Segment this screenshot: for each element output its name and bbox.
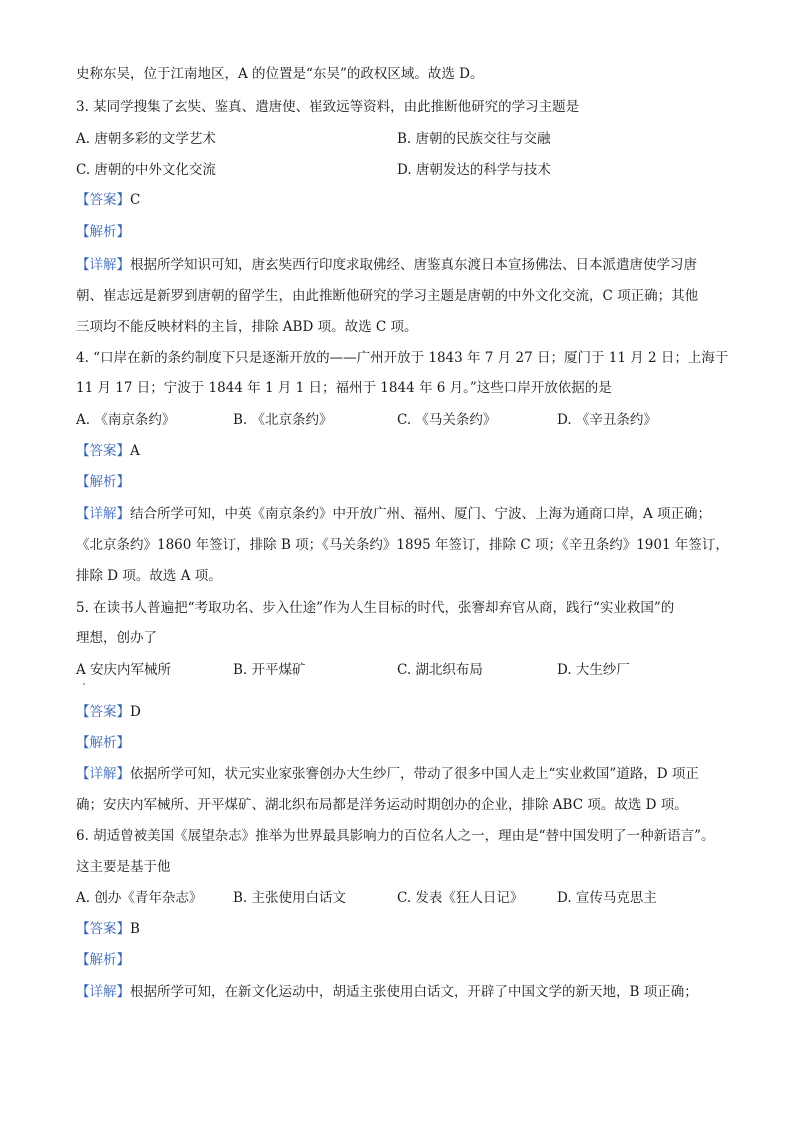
q6-option-a: A. 创办《青年杂志》 bbox=[76, 890, 203, 906]
q3-detail-line-2: 朝、崔志远是新罗到唐朝的留学生，由此推断他研究的学习主题是唐朝的中外文化交流，C 项正确；其他 bbox=[76, 288, 699, 304]
detail-tag: 【详解】 bbox=[76, 257, 130, 273]
q5-stem-line-1: 5. 在读书人普遍把“考取功名、步入仕途”作为人生目标的时代，张謇却弃官从商，践行“实业救国”的 bbox=[76, 600, 675, 616]
q4-option-d: D. 《辛丑条约》 bbox=[557, 412, 657, 428]
q3-detail-line-3: 三项均不能反映材料的主旨，排除 ABD 项。故选 C 项。 bbox=[76, 319, 418, 335]
q6-option-d: D. 宣传马克思主 bbox=[557, 890, 657, 906]
q4-stem-line-1: 4. “口岸在新的条约制度下只是逐渐开放的——广州开放于 1843 年 7 月 27 日；厦门于 11 月 2 日；上海于 bbox=[76, 350, 729, 366]
q3-answer-line bbox=[76, 190, 140, 210]
q4-detail-line-3: 排除 D 项。故选 A 项。 bbox=[76, 568, 222, 584]
q6-answer-line: 【答案】B bbox=[76, 921, 140, 937]
answer-tag: 【答案】 bbox=[76, 192, 130, 208]
q6-analysis-tag: 【解析】 bbox=[76, 952, 130, 968]
q5-answer: D bbox=[130, 704, 141, 720]
q6-detail-line-1: 【详解】根据所学可知，在新文化运动中，胡适主张使用白话文，开辟了中国文学的新天地，B 项正确； bbox=[76, 984, 698, 1000]
q5-detail-line-2: 确；安庆内军械所、开平煤矿、湖北织布局都是洋务运动时期创办的企业，排除 ABC 项。故选 D 项。 bbox=[76, 797, 688, 813]
q6-option-b: B. 主张使用白话文 bbox=[233, 890, 347, 906]
q4-option-a: A. 《南京条约》 bbox=[76, 412, 176, 428]
q3-option-d: D. 唐朝发达的科学与技术 bbox=[397, 162, 551, 178]
q4-stem-line-2: 11 月 17 日；宁波于 1844 年 1 月 1 日；福州于 1844 年 6 月。”这些口岸开放依据的是 bbox=[76, 380, 612, 396]
q3-answer: C bbox=[130, 192, 141, 208]
q5-answer-line: 【答案】D bbox=[76, 704, 141, 720]
q4-detail-line-2: 《北京条约》1860 年签订，排除 B 项；《马关条约》1895 年签订，排除 C 项；《辛丑条约》1901 年签订， bbox=[76, 537, 729, 553]
q3-option-b: B. 唐朝的民族交往与交融 bbox=[397, 131, 551, 147]
q5-option-b: B. 开平煤矿 bbox=[233, 662, 306, 678]
q6-stem-line-2: 这主要是基于他 bbox=[76, 859, 171, 875]
intro-text: 史称东吴，位于江南地区，A 的位置是“东吴”的政权区域。故选 D。 bbox=[76, 66, 484, 82]
q5-option-d: D. 大生纱厂 bbox=[557, 662, 630, 678]
q3-detail-line-1: 【详解】根据所学知识可知，唐玄奘西行印度求取佛经、唐鉴真东渡日本宣扬佛法、日本派遣唐使学习唐 bbox=[76, 257, 697, 273]
q5-option-a: A 安庆内军械所 bbox=[76, 662, 172, 678]
q5-option-c: C. 湖北织布局 bbox=[397, 662, 483, 678]
q4-option-b: B. 《北京条约》 bbox=[233, 412, 333, 428]
q4-detail-line-1: 【详解】结合所学可知，中英《南京条约》中开放广州、福州、厦门、宁波、上海为通商口岸，A 项正确； bbox=[76, 506, 712, 522]
q3-stem: 3. 某同学搜集了玄奘、鉴真、遣唐使、崔致远等资料，由此推断他研究的学习主题是 bbox=[76, 99, 580, 115]
q6-answer: B bbox=[130, 921, 140, 937]
q6-option-c: C. 发表《狂人日记》 bbox=[397, 890, 524, 906]
q3-option-c: C. 唐朝的中外文化交流 bbox=[76, 162, 216, 178]
q5-stem-line-2: 理想，创办了 bbox=[76, 630, 157, 646]
q6-stem-line-1: 6. 胡适曾被美国《展望杂志》推举为世界最具影响力的百位名人之一，理由是“替中国发明了一种新语言”。 bbox=[76, 828, 715, 844]
q3-option-a: A. 唐朝多彩的文学艺术 bbox=[76, 131, 216, 147]
q4-option-c: C. 《马关条约》 bbox=[397, 412, 497, 428]
q4-analysis-tag: 【解析】 bbox=[76, 474, 130, 490]
q3-analysis-tag: 【解析】 bbox=[76, 224, 130, 240]
q4-answer-line: 【答案】A bbox=[76, 443, 140, 459]
stray-mark bbox=[83, 683, 85, 685]
q5-detail-line-1: 【详解】依据所学可知，状元实业家张謇创办大生纱厂，带动了很多中国人走上“实业救国”道路，D 项正 bbox=[76, 766, 699, 782]
q4-answer: A bbox=[130, 443, 140, 459]
q5-analysis-tag: 【解析】 bbox=[76, 735, 130, 751]
